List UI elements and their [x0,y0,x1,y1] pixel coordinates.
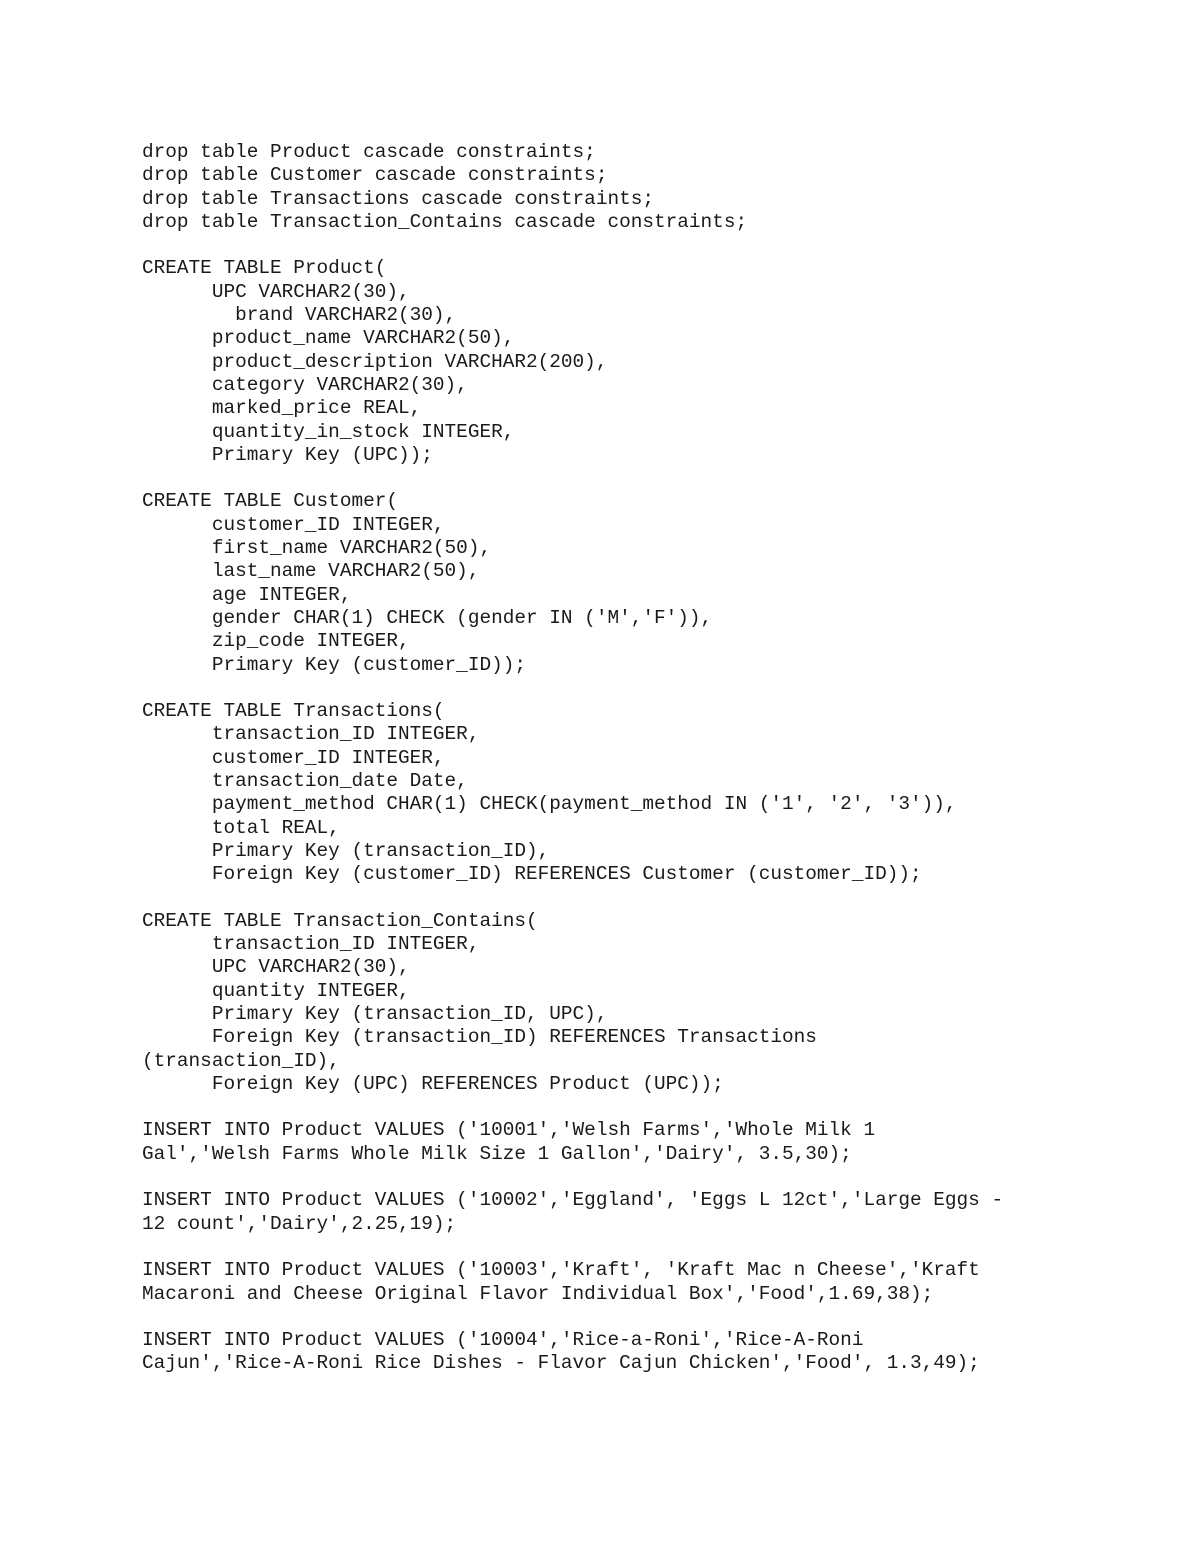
code-line: CREATE TABLE Product( [142,257,387,280]
code-line: INSERT INTO Product VALUES ('10003','Kraft', 'Kraft Mac n Cheese','Kraft [142,1259,980,1282]
code-line: Primary Key (transaction_ID, UPC), [142,1002,608,1025]
code-line: CREATE TABLE Transactions( [142,700,445,723]
code-line: last_name VARCHAR2(50), [142,560,480,583]
code-line: brand VARCHAR2(30), [142,304,457,327]
blank-line [142,887,1003,910]
blank-line [142,234,1003,257]
code-line: INSERT INTO Product VALUES ('10004','Rice-a-Roni','Rice-A-Roni [142,1329,864,1352]
blank-line [142,467,1003,490]
code-line: UPC VARCHAR2(30), [142,280,410,303]
code-line: Primary Key (customer_ID)); [142,653,526,676]
code-line: INSERT INTO Product VALUES ('10001','Welsh Farms','Whole Milk 1 [142,1119,876,1142]
code-line: Primary Key (transaction_ID), [142,839,550,862]
code-line: age INTEGER, [142,583,352,606]
code-line: Foreign Key (transaction_ID) REFERENCES Transactions [142,1026,817,1049]
code-line: customer_ID INTEGER, [142,746,445,769]
code-line: gender CHAR(1) CHECK (gender IN ('M','F')), [142,606,713,629]
code-line: drop table Transactions cascade constraints; [142,187,654,210]
code-line: total REAL, [142,816,340,839]
code-line: quantity_in_stock INTEGER, [142,420,515,443]
blank-line [142,1306,1003,1329]
blank-line [142,1236,1003,1259]
code-line: Primary Key (UPC)); [142,443,433,466]
code-line: CREATE TABLE Customer( [142,490,398,513]
blank-line [142,1096,1003,1119]
code-line: first_name VARCHAR2(50), [142,537,492,560]
code-line: Foreign Key (customer_ID) REFERENCES Customer (customer_ID)); [142,863,922,886]
code-line: transaction_date Date, [142,770,468,793]
code-line: transaction_ID INTEGER, [142,933,480,956]
code-line: drop table Customer cascade constraints; [142,164,608,187]
code-line: 12 count','Dairy',2.25,19); [142,1212,457,1235]
code-line: INSERT INTO Product VALUES ('10002','Eggland', 'Eggs L 12ct','Large Eggs - [142,1189,1004,1212]
code-line: marked_price REAL, [142,397,422,420]
code-line: product_name VARCHAR2(50), [142,327,515,350]
code-line: payment_method CHAR(1) CHECK(payment_method IN ('1', '2', '3')), [142,793,957,816]
code-line: quantity INTEGER, [142,979,410,1002]
code-line: transaction_ID INTEGER, [142,723,480,746]
code-line: drop table Transaction_Contains cascade constraints; [142,210,748,233]
code-line: product_description VARCHAR2(200), [142,350,608,373]
code-line: UPC VARCHAR2(30), [142,956,410,979]
code-line: Gal','Welsh Farms Whole Milk Size 1 Gallon','Dairy', 3.5,30); [142,1142,852,1165]
code-line: category VARCHAR2(30), [142,373,468,396]
code-line: (transaction_ID), [142,1049,340,1072]
code-line: Macaroni and Cheese Original Flavor Individual Box','Food',1.69,38); [142,1282,934,1305]
blank-line [142,1166,1003,1189]
code-line: zip_code INTEGER, [142,630,410,653]
code-line: CREATE TABLE Transaction_Contains( [142,909,538,932]
code-line: customer_ID INTEGER, [142,513,445,536]
code-line: Foreign Key (UPC) REFERENCES Product (UPC)); [142,1072,724,1095]
code-line: Cajun','Rice-A-Roni Rice Dishes - Flavor Cajun Chicken','Food', 1.3,49); [142,1352,980,1375]
code-line: drop table Product cascade constraints; [142,141,596,163]
sql-code-block [142,141,1003,1376]
blank-line [142,677,1003,700]
